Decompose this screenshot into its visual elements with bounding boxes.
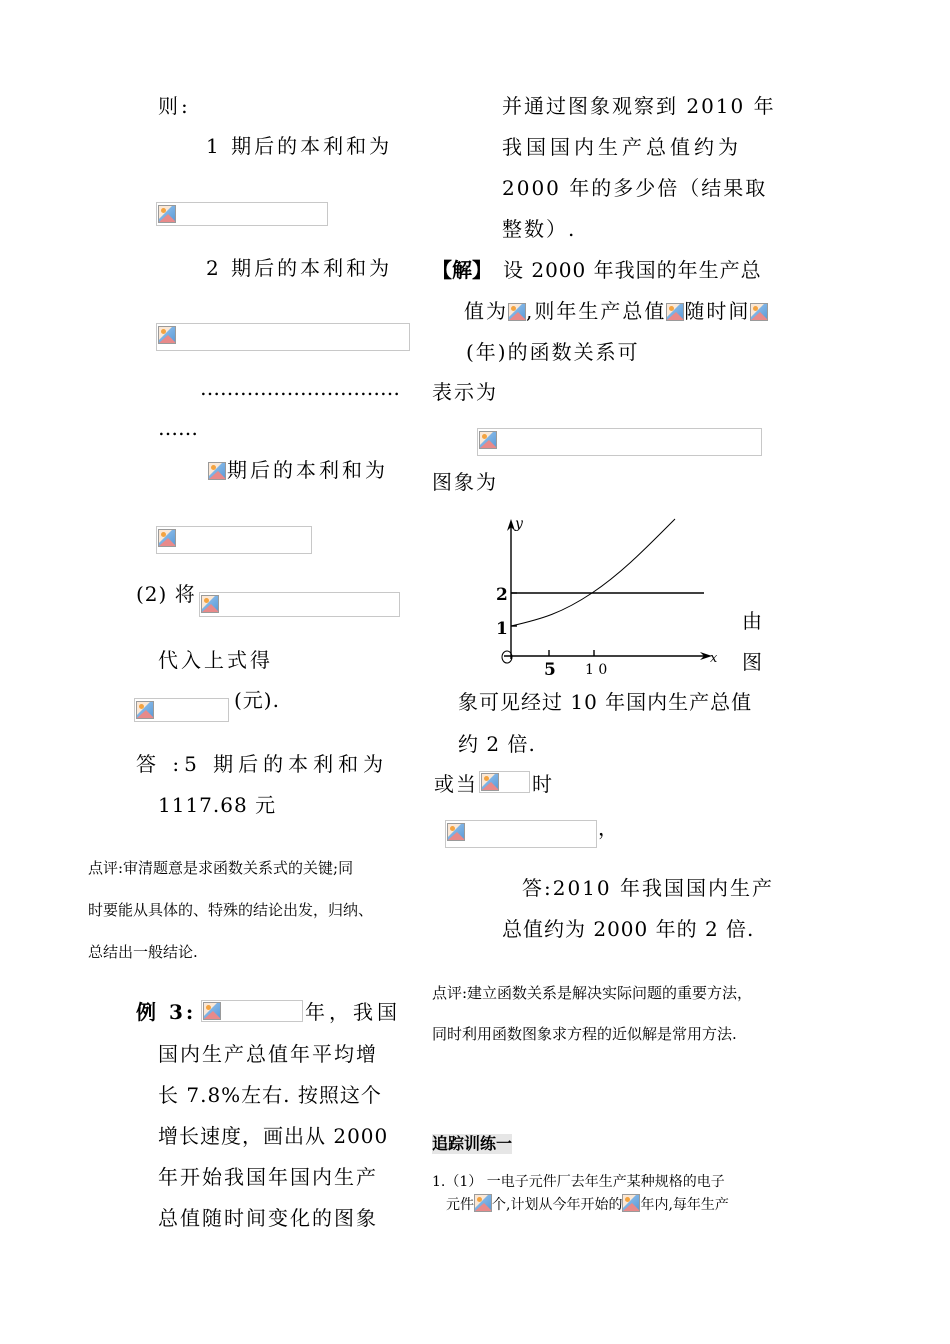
broken-image-icon <box>158 326 176 344</box>
broken-image-icon <box>447 823 465 841</box>
text-ze: 则: <box>158 94 191 118</box>
formula-image-periodN <box>156 526 312 554</box>
formula-image-ratio <box>445 820 597 848</box>
right-comment-line-1: 点评:建立函数关系是解决实际问题的重要方法， <box>432 984 753 1002</box>
broken-image-icon <box>508 303 526 321</box>
text-dots2: …… <box>158 416 198 440</box>
y-tick-label-2: 2 <box>496 585 508 605</box>
training-title: 追踪训练一 <box>432 1134 513 1153</box>
broken-image-icon <box>666 303 684 321</box>
intro-line-4: 整数）. <box>502 217 577 241</box>
broken-image-icon <box>208 462 226 480</box>
text-by-graph-a: 由 <box>742 609 765 633</box>
broken-image-icon <box>622 1194 640 1212</box>
growth-curve <box>511 519 675 626</box>
x-tick-label-10: 1 0 <box>585 662 608 675</box>
function-graph <box>482 515 722 675</box>
example-label: 例 3: <box>136 1000 197 1024</box>
right-comment-line-2: 同时利用函数图象求方程的近似解是常用方法. <box>432 1025 737 1043</box>
broken-image-icon <box>201 595 219 613</box>
comment-line-2: 时要能从具体的、特殊的结论出发，归纳、 <box>88 901 374 919</box>
graph-label: 图象为 <box>432 470 498 494</box>
conclusion-line2: 约 2 倍. <box>458 732 536 756</box>
text-period2: 2 期后的本利和为 <box>206 256 393 280</box>
text-by-graph-b: 图 <box>742 650 765 674</box>
training-line1: 1.（1） 一电子元件厂去年生产某种规格的电子 <box>432 1174 725 1190</box>
solution-line2-b: ,则年生产总值 <box>526 299 667 323</box>
text-dots1: ………………………… <box>200 376 400 400</box>
comment-line-1: 点评:审清题意是求函数关系式的关键;同 <box>88 859 354 877</box>
formula-image-function <box>477 428 762 456</box>
formula-image-year <box>201 1000 303 1022</box>
broken-image-icon <box>136 701 154 719</box>
solution-line4: 表示为 <box>432 380 498 404</box>
example-line-4: 增长速度，画出从 2000 <box>158 1124 389 1148</box>
y-tick-label-1: 1 <box>496 619 508 639</box>
comment-line-3: 总结出一般结论. <box>88 943 198 961</box>
training-line2-b: 个,计划从今年开始的 <box>492 1197 623 1213</box>
text-step2-prefix: (2) 将 <box>136 582 196 606</box>
y-axis-label: y <box>515 516 523 532</box>
broken-image-icon <box>481 773 499 791</box>
training-line2-c: 年内,每年生产 <box>640 1197 729 1213</box>
example-line-5: 年开始我国年国内生产 <box>158 1165 378 1189</box>
formula-image-period2 <box>156 323 410 351</box>
text-substitute: 代入上式得 <box>158 648 273 672</box>
right-answer-line2: 总值约为 2000 年的 2 倍. <box>502 917 755 941</box>
broken-image-icon <box>750 303 768 321</box>
formula-image-condition <box>479 771 530 793</box>
text-period1: 1 期后的本利和为 <box>206 134 393 158</box>
example-line-6: 总值随时间变化的图象 <box>158 1206 378 1230</box>
conclusion-line1: 象可见经过 10 年国内生产总值 <box>458 690 753 714</box>
solution-label: 【解】 <box>432 258 492 282</box>
training-line2-a: 元件 <box>446 1197 474 1213</box>
broken-image-icon <box>479 431 497 449</box>
formula-image-step2 <box>199 592 400 617</box>
training-line2 <box>446 1194 729 1215</box>
broken-image-icon <box>158 529 176 547</box>
broken-image-icon <box>203 1002 221 1020</box>
solution-line2-a: 值为 <box>464 299 508 323</box>
or-when-a: 或当 <box>434 772 478 796</box>
text-periodN: 期后的本利和为 <box>227 458 388 482</box>
intro-line-2: 我国国内生产总值约为 <box>502 135 742 159</box>
broken-image-icon <box>158 205 176 223</box>
example-line-3: 长 7.8%左右. 按照这个 <box>158 1083 382 1107</box>
text-answer-line1: 答 :5 期后的本利和为 <box>136 752 389 776</box>
or-when-b: 时 <box>532 772 555 796</box>
example-line-2: 国内生产总值年平均增 <box>158 1042 378 1066</box>
broken-image-icon <box>474 1194 492 1212</box>
right-answer-line1: 答:2010 年我国国内生产 <box>522 876 774 900</box>
example-line1-suffix: 年，我国 <box>305 1000 401 1024</box>
formula-image-period1 <box>156 202 328 226</box>
text-yuan: (元). <box>234 688 280 712</box>
formula-image-result <box>134 698 229 722</box>
solution-line1: 设 2000 年我国的年生产总 <box>503 258 762 282</box>
solution-line2-c: 随时间 <box>684 299 751 323</box>
text-answer-line2: 1117.68 元 <box>158 793 277 817</box>
solution-line3: (年)的函数关系可 <box>466 340 640 364</box>
intro-line-3: 2000 年的多少倍（结果取 <box>502 176 768 200</box>
solution-line2 <box>464 299 768 323</box>
intro-line-1: 并通过图象观察到 2010 年 <box>502 94 776 118</box>
x-axis-label: x <box>710 651 718 666</box>
x-tick-label-5: 5 <box>544 660 556 675</box>
text-comma: ， <box>598 816 621 840</box>
